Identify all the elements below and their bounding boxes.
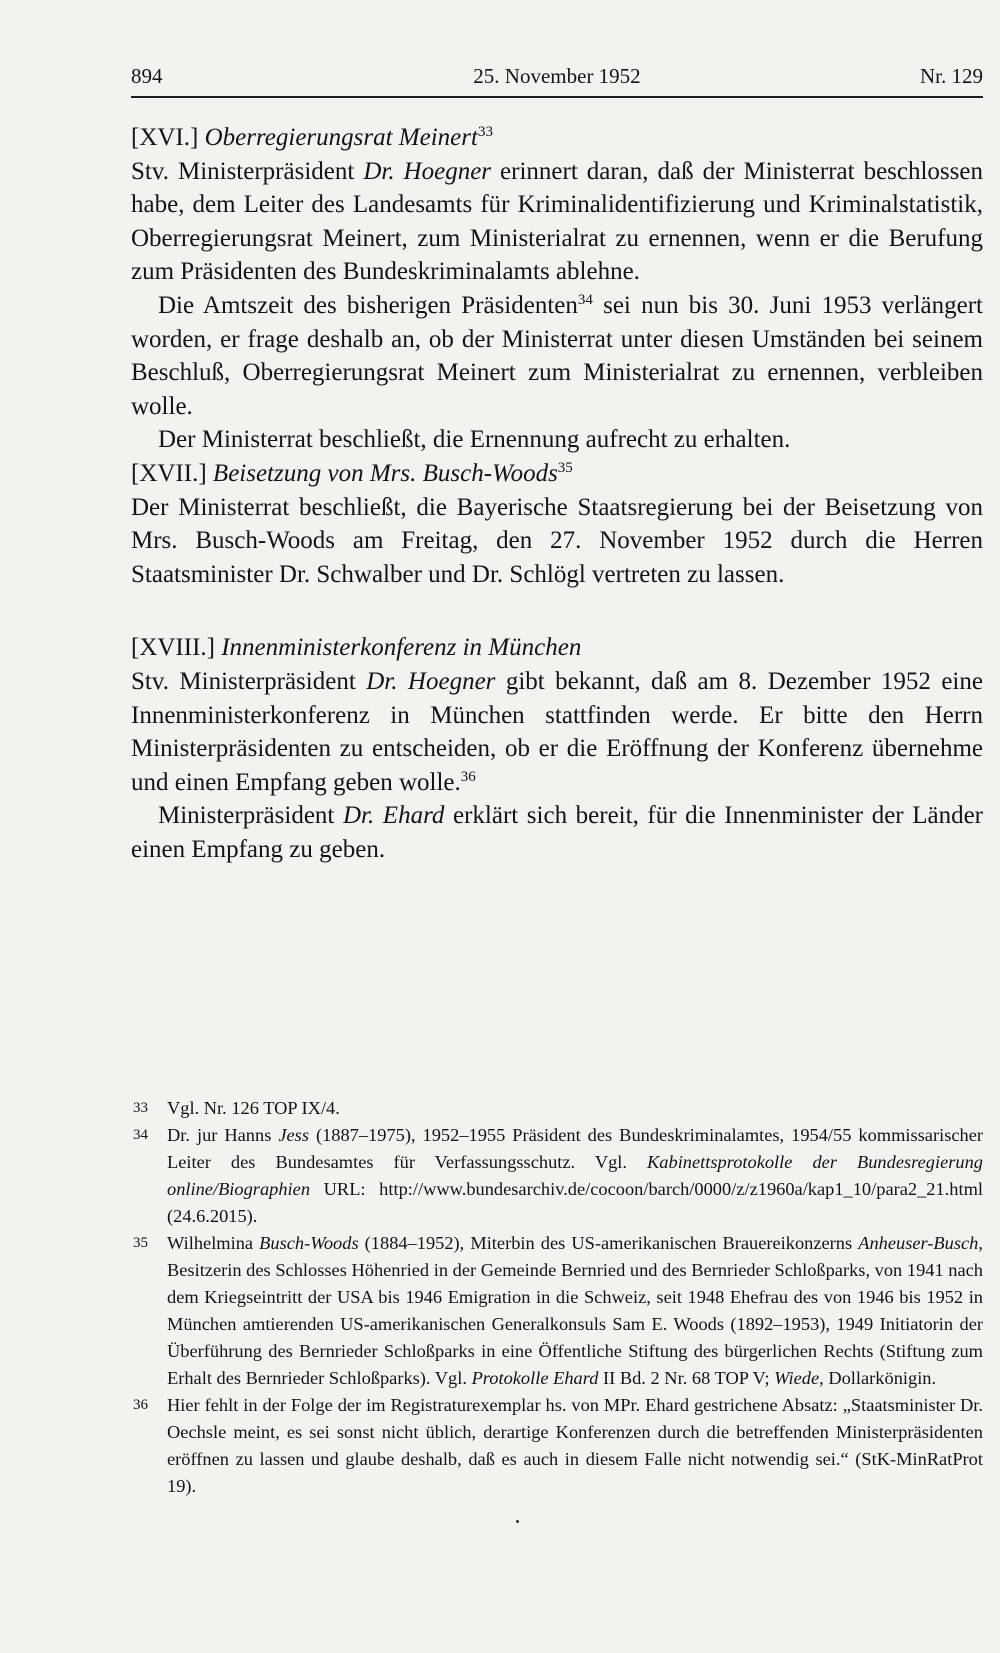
footnote-34: 34 Dr. jur Hanns Jess (1887–1975), 1952–1955 Präsident des Bundeskriminalamtes, 1954/55 kommissarischer Leiter des Bundesamtes für Verfassungsschutz. Vgl. Kabinettsprotokolle der Bundesregierung online/Biographien URL: http://www.bundesarchiv.de/cocoon/barch/0000/z/z1960a/kap1_10/para2_21.html (24.6.2015). xyxy=(131,1122,983,1230)
section-title: Oberregierungsrat Meinert xyxy=(204,124,478,151)
footnote-ref-34[interactable]: 34 xyxy=(577,291,593,308)
footnote-number: 36 xyxy=(133,1397,148,1413)
page-number: 894 xyxy=(131,64,163,88)
footnote-number: 35 xyxy=(133,1235,148,1251)
paragraph: Die Amtszeit des bisherigen Präsidenten$^{34}$ sei nun bis 30. Juni 1953 verlängert worden, er frage deshalb an, ob der Ministerrat unter diesen Umständen bei seinem Beschluß, Oberregierungsrat Meinert zum Ministerialrat zu ernennen, verbleiben wolle. xyxy=(131,291,984,420)
footnote-35: 35 Wilhelmina Busch-Woods (1884–1952), Miterbin des US-amerikanischen Brauereikonzerns Anheuser-Busch, Besitzerin des Schlosses Höhenried in der Gemeinde Bernried und des Bernrieder Schloßparks, von 1941 nach dem Kriegseintritt der USA bis 1946 Emigration in die Schweiz, seit 1948 Ehefrau des von 1946 bis 1952 in München amtierenden US-amerikanischen Generalkonsuls Sam E. Woods (1892–1953), 1949 Initiatorin der Überführung des Bernrieder Schloßparks in eine Öffentliche Stiftung des bürgerlichen Rechts (Stiftung zum Erhalt des Bernrieder Schloßparks). Vgl. Protokolle Ehard II Bd. 2 Nr. 68 TOP V; Wiede, Dollarkönigin. xyxy=(131,1230,983,1392)
person-name: Dr. Hoegner xyxy=(363,157,492,185)
header-issue: Nr. 129 xyxy=(920,64,983,88)
section-number: [XVIII.] xyxy=(131,634,215,662)
footnote-number: 34 xyxy=(133,1127,148,1143)
stray-dot xyxy=(516,1520,519,1523)
paragraph: Der Ministerrat beschließt, die Bayerische Staatsregierung bei der Beisetzung von Mrs. Busch-Woods am Freitag, den 27. November 1952 durch die Herren Staatsminister Dr. Schwalber und Dr. Schlögl vertreten zu lassen. xyxy=(131,493,983,588)
header-rule xyxy=(131,96,983,98)
header-date: 25. November 1952 xyxy=(473,64,641,88)
paragraph: Stv. Ministerpräsident Dr. Hoegner erinnert daran, daß der Ministerrat beschlossen habe, dem Leiter des Landesamts für Kriminalidentifizierung und Kriminalstatistik, Oberregierungsrat Meinert, zum Ministerialrat zu ernennen, wenn er die Berufung zum Präsidenten des Bundeskriminalamts ablehne. xyxy=(131,157,983,286)
footnotes xyxy=(131,1095,983,1500)
running-header xyxy=(131,62,983,90)
section-heading-xvi xyxy=(131,121,983,155)
section-number: [XVII.] xyxy=(131,459,207,487)
footnote-ref-36[interactable]: 36 xyxy=(460,768,476,785)
section-heading-xvii xyxy=(131,457,983,491)
footnote-url: URL: http://www.bundesarchiv.de/cocoon/barch/0000/z/z1960a/kap1_10/para2_21.html (24.6.2015). xyxy=(167,1179,983,1226)
main-text xyxy=(131,121,983,866)
section-title: Innenministerkonferenz in München xyxy=(221,634,582,662)
section-number: [XVI.] xyxy=(131,124,199,151)
section-heading-xviii xyxy=(131,631,983,665)
paragraph: Ministerpräsident Dr. Ehard erklärt sich bereit, für die Innenminister der Länder einen Empfang zu geben. xyxy=(131,802,984,863)
footnote-36: 36 Hier fehlt in der Folge der im Registraturexemplar hs. von MPr. Ehard gestrichene Absatz: „Staatsminister Dr. Oechsle meint, es sei sonst nicht üblich, derartige Konferenzen durch die betreffenden Ministerpräsidenten eröffnen zu lassen und glaube deshalb, daß es auch in diesem Falle nicht notwendig sei.“ (StK-MinRatProt 19). xyxy=(131,1392,983,1500)
person-name: Dr. Ehard xyxy=(342,802,445,830)
footnote-ref-33[interactable]: 33 xyxy=(477,124,493,140)
person-name: Dr. Hoegner xyxy=(366,667,496,695)
footnote-33: 33 Vgl. Nr. 126 TOP IX/4. xyxy=(131,1095,983,1122)
footnote-number: 33 xyxy=(133,1100,148,1116)
footnote-ref-35[interactable]: 35 xyxy=(557,459,573,476)
section-title: Beisetzung von Mrs. Busch-Woods xyxy=(212,459,558,487)
paragraph: Stv. Ministerpräsident Dr. Hoegner gibt bekannt, daß am 8. Dezember 1952 eine Innenministerkonferenz in München stattfinden werde. Er bitte den Herrn Ministerpräsidenten zu entscheiden, ob er die Eröffnung der Konferenz übernehme und einen Empfang geben wolle.$^{36}$ xyxy=(131,667,983,796)
paragraph: Der Ministerrat beschließt, die Ernennung aufrecht zu erhalten. xyxy=(158,426,791,454)
